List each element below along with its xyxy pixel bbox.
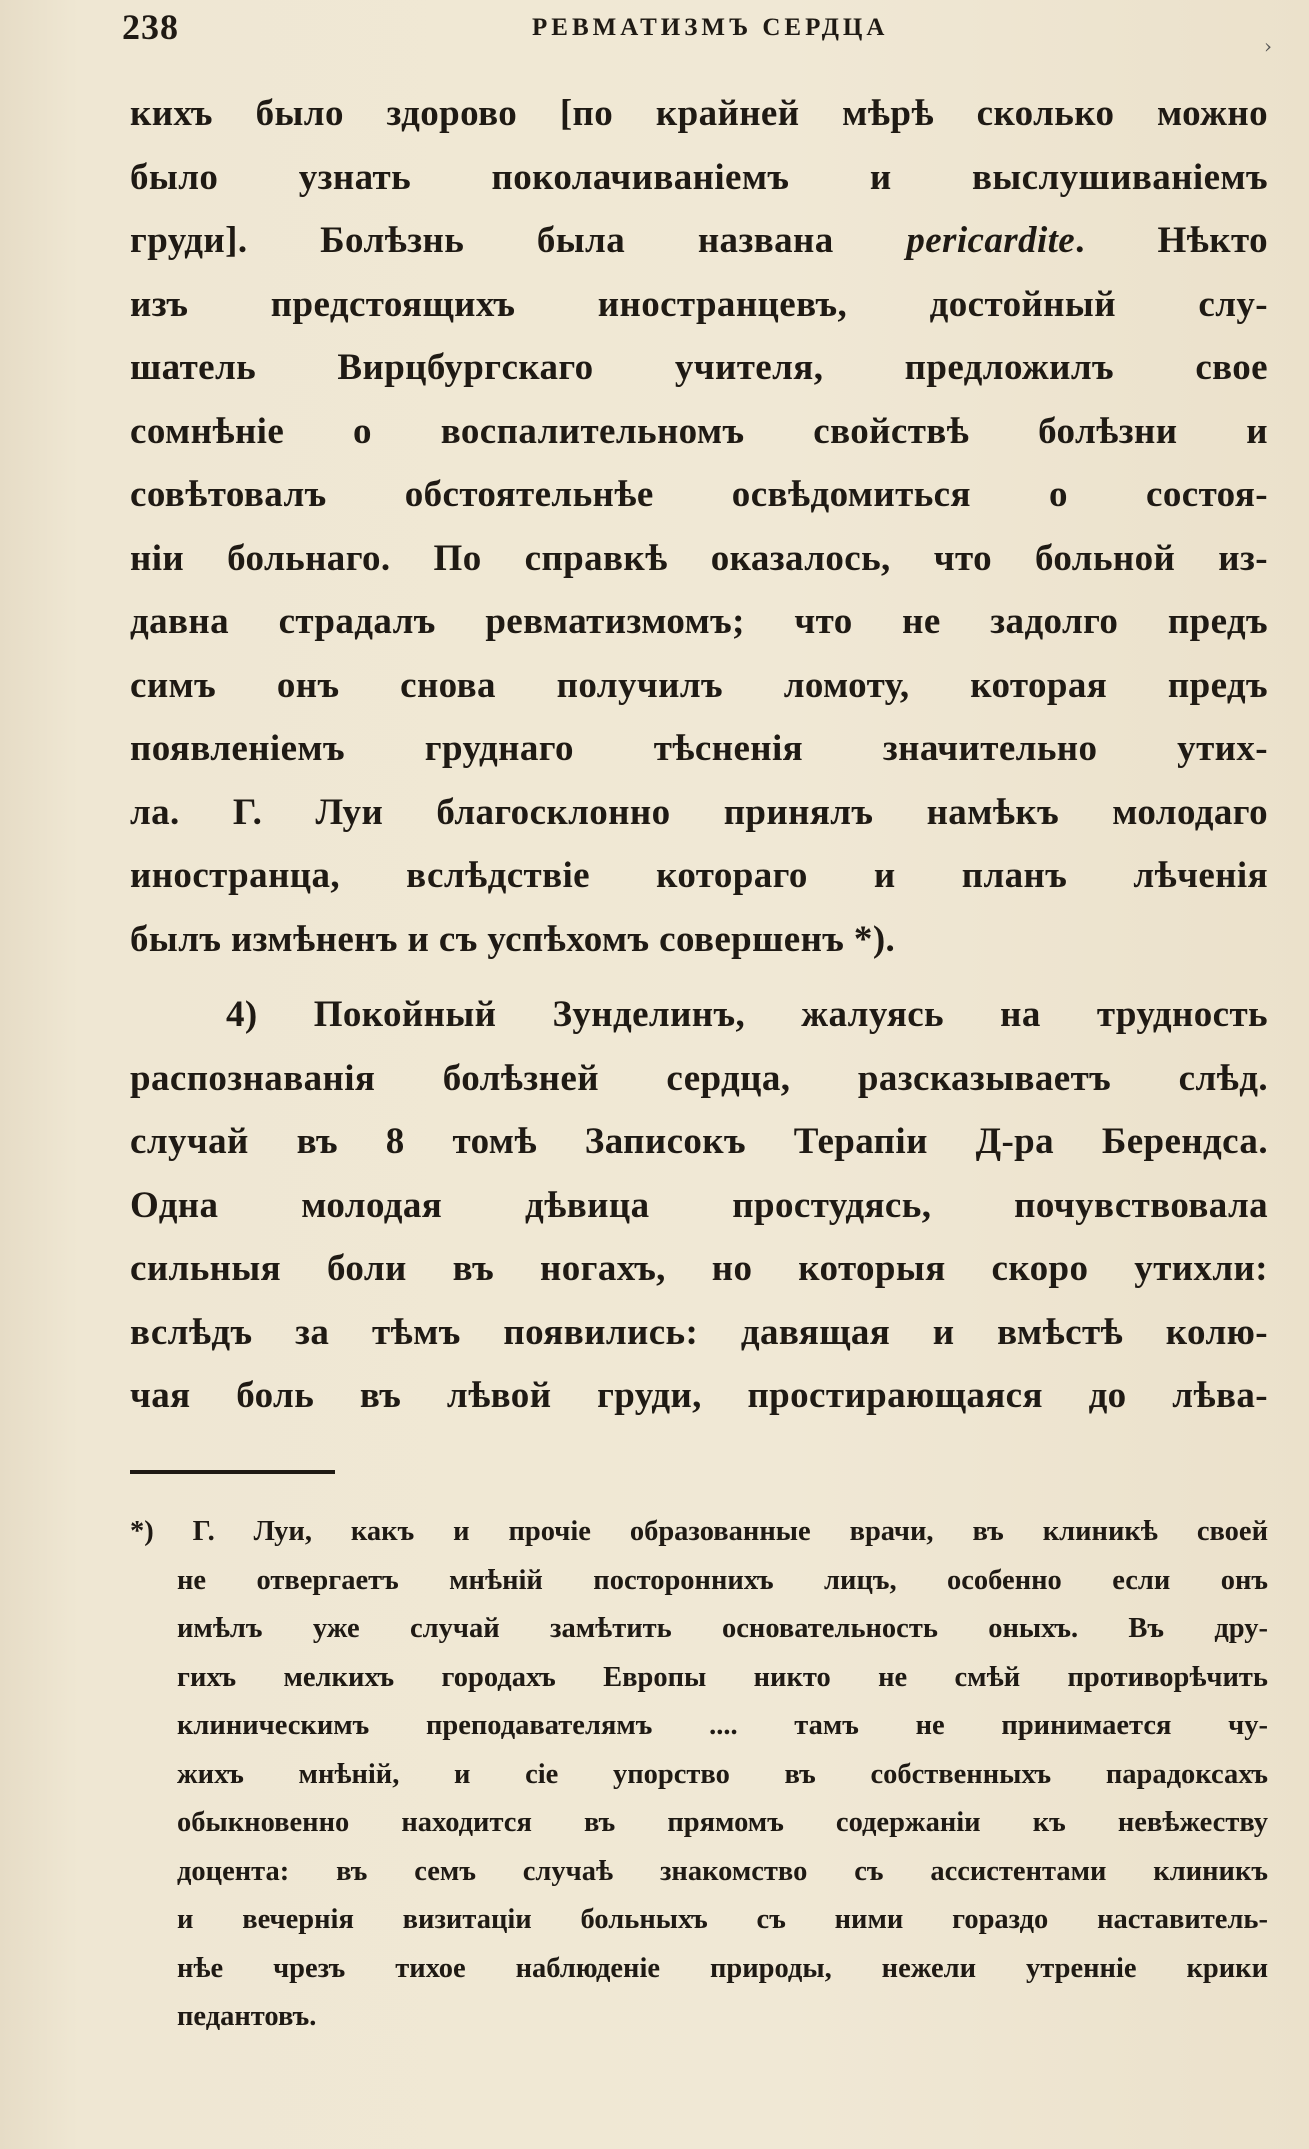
text-line: было узнать поколачиваніемъ и выслушиваніемъ — [130, 156, 1268, 198]
footnote-line: имѣлъ уже случай замѣтить основательность оныхъ. Въ дру- — [177, 1613, 1268, 1644]
footnote — [130, 1508, 1268, 2042]
footnote-divider — [130, 1470, 335, 1474]
italic-term: pericardite — [906, 220, 1076, 261]
text-line: совѣтовалъ обстоятельнѣе освѣдомиться о состоя- — [130, 474, 1268, 515]
text-line: шатель Вирцбургскаго учителя, предложилъ свое — [130, 347, 1268, 388]
main-text — [130, 82, 1268, 1428]
text-line: ла. Г. Луи благосклонно принялъ намѣкъ молодаго — [130, 791, 1268, 833]
text-line: сомнѣніе о воспалительномъ свойствѣ болѣзни и — [130, 410, 1268, 452]
footnote-line: гихъ мелкихъ городахъ Европы никто не смѣй противорѣчить — [177, 1661, 1268, 1693]
footnote-line: педантовъ. — [177, 2001, 317, 2032]
text-line: Одна молодая дѣвица простудясь, почувствовала — [130, 1184, 1268, 1226]
footnote-line: и вечернія визитаціи больныхъ съ ними гораздо наставитель- — [177, 1904, 1268, 1935]
text-line: изъ предстоящихъ иностранцевъ, достойный слу- — [130, 283, 1268, 325]
text-line-with-italic — [130, 209, 1268, 273]
text-line: былъ измѣненъ и съ успѣхомъ совершенъ *). — [130, 918, 896, 960]
footnote-line: *) Г. Луи, какъ и прочіе образованные врачи, въ клиникѣ своей — [130, 1516, 1268, 1547]
text-line: распознаванія болѣзней сердца, разсказываетъ слѣд. — [130, 1057, 1268, 1099]
text-span: груди]. Болѣзнь была названа — [130, 220, 834, 261]
page-number: 238 — [122, 7, 179, 47]
footnote-line: доцента: въ семъ случаѣ знакомство съ ассистентами клиникъ — [177, 1855, 1268, 1887]
text-line: иностранца, вслѣдствіе котораго и планъ лѣченія — [130, 855, 1268, 896]
text-line: случай въ 8 томѣ Записокъ Терапіи Д-ра Берендса. — [130, 1121, 1268, 1162]
text-span: . Нѣкто — [1075, 220, 1268, 261]
running-title: РЕВМАТИЗМЪ СЕРДЦА — [532, 14, 889, 41]
page-header — [122, 6, 1272, 58]
footnote-line: жихъ мнѣній, и сіе упорство въ собственныхъ парадоксахъ — [177, 1758, 1268, 1790]
text-line: кихъ было здорово [по крайней мѣрѣ сколько можно — [130, 93, 1268, 134]
text-line: сильныя боли въ ногахъ, но которыя скоро утихли: — [130, 1248, 1268, 1289]
paragraph-gap — [130, 971, 1268, 983]
footnote-line: обыкновенно находится въ прямомъ содержаніи къ невѣжеству — [177, 1807, 1268, 1838]
footnote-line: не отвергаетъ мнѣній постороннихъ лицъ, особенно если онъ — [177, 1564, 1268, 1596]
text-line: вслѣдъ за тѣмъ появились: давящая и вмѣстѣ колю- — [130, 1311, 1268, 1353]
footnote-line: клиническимъ преподавателямъ .... тамъ не принимается чу- — [177, 1710, 1268, 1741]
margin-mark: › — [1264, 34, 1272, 58]
text-line: ніи больнаго. По справкѣ оказалось, что больной из- — [130, 537, 1268, 579]
text-line: появленіемъ груднаго тѣсненія значительно утих- — [130, 728, 1268, 769]
text-line: симъ онъ снова получилъ ломоту, которая предъ — [130, 664, 1268, 706]
text-line: давна страдалъ ревматизмомъ; что не задолго предъ — [130, 601, 1268, 642]
text-line: чая боль въ лѣвой груди, простирающаяся до лѣва- — [130, 1375, 1268, 1416]
footnote-line: нѣе чрезъ тихое наблюденіе природы, нежели утренніе крики — [177, 1952, 1268, 1984]
text-line: 4) Покойный Зунделинъ, жалуясь на трудность — [226, 994, 1268, 1035]
